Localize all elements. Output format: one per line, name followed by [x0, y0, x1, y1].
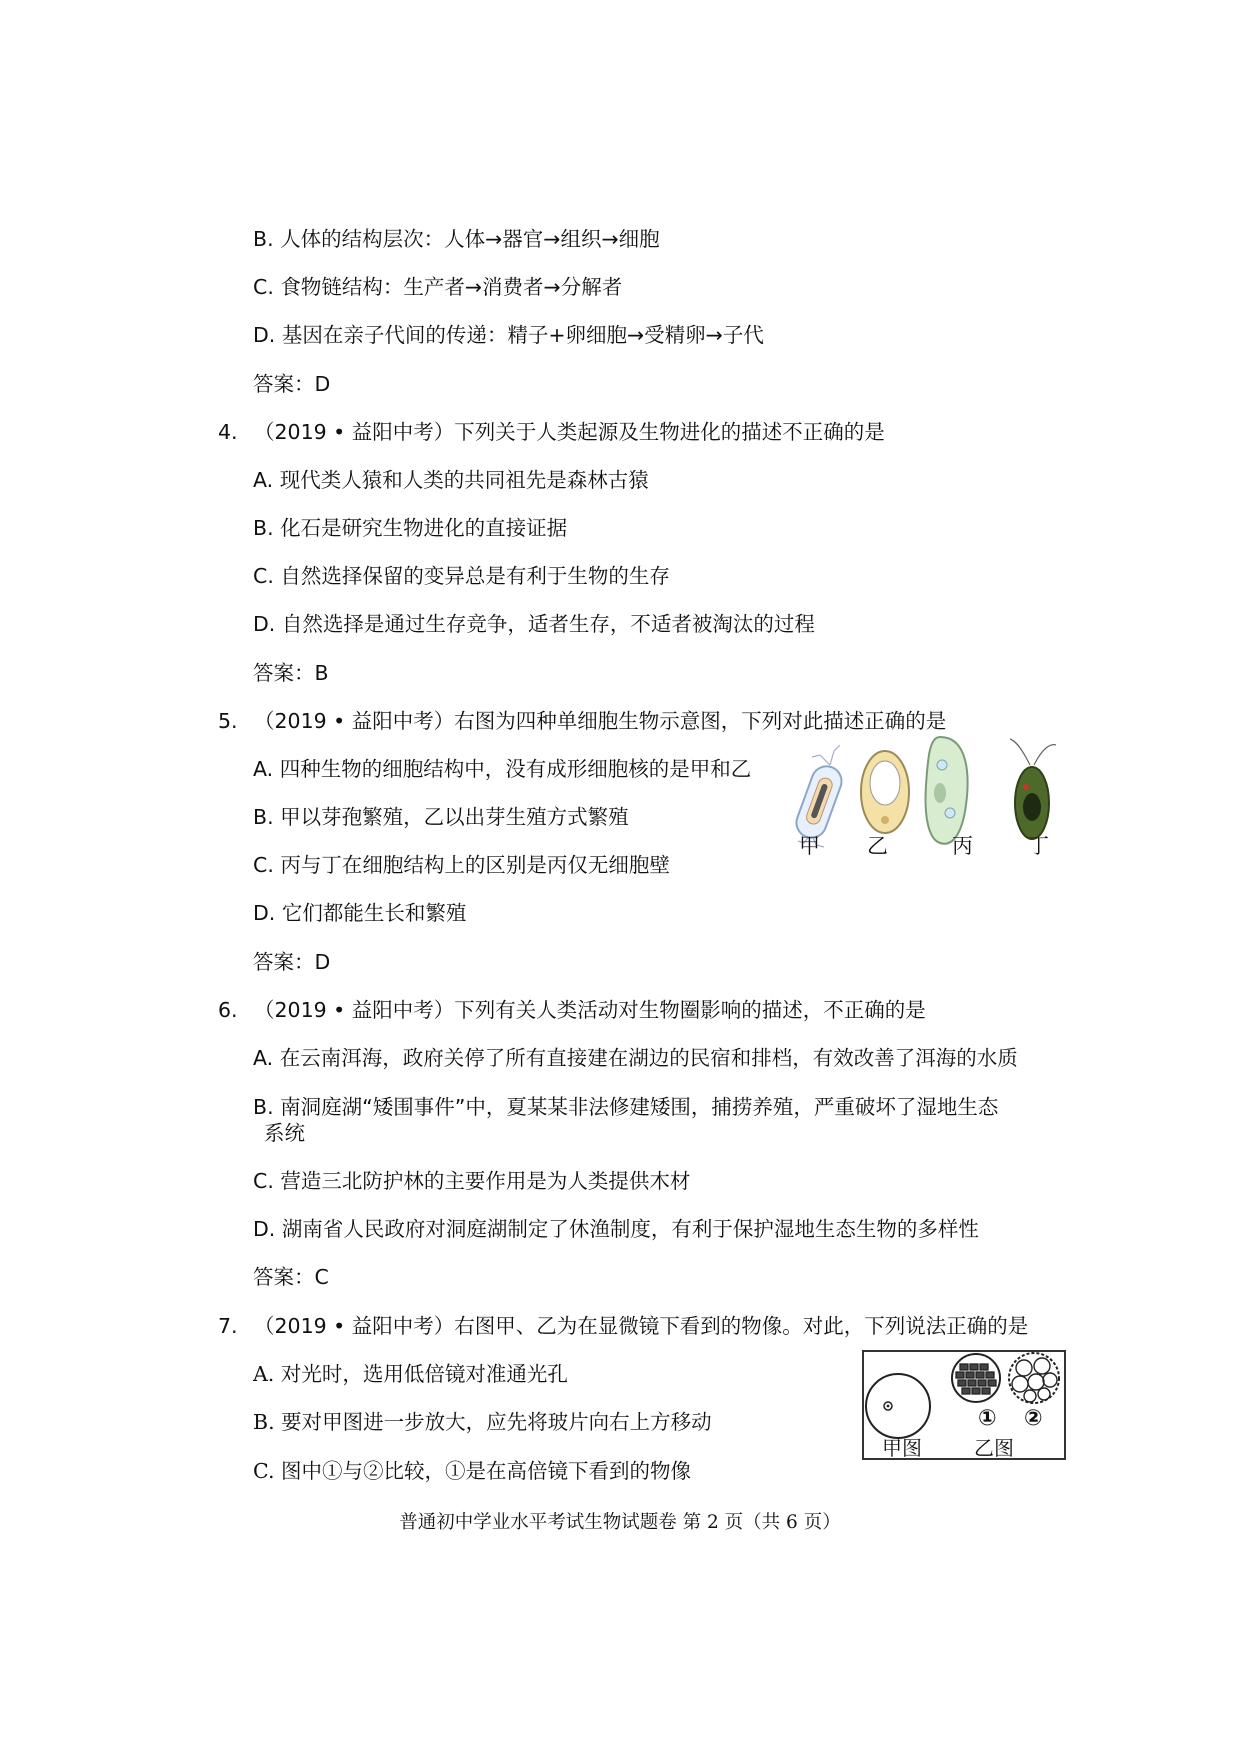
q7-number: 7.: [218, 1314, 238, 1338]
cell-yi-drawing: [861, 751, 909, 833]
q4-option-a: A. 现代类人猿和人类的共同祖先是森林古猿: [253, 468, 649, 492]
q6-option-b: B. 南洞庭湖“矮围事件”中，夏某某非法修建矮围，捕捞养殖，严重破坏了湿地生态: [253, 1095, 999, 1119]
micro-label-jia: 甲图: [882, 1436, 922, 1460]
q6-option-c: C. 营造三北防护林的主要作用是为人类提供木材: [253, 1169, 691, 1193]
q4-number: 4.: [218, 420, 238, 444]
q4-option-d: D. 自然选择是通过生存竞争，适者生存，不适者被淘汰的过程: [253, 612, 815, 636]
q7-stem: [218, 1313, 1028, 1339]
cell-label-bing: 丙: [952, 834, 973, 858]
cell-label-yi: 乙: [867, 834, 888, 858]
q5-option-d: D. 它们都能生长和繁殖: [253, 901, 467, 925]
q7-option-b: B. 要对甲图进一步放大，应先将玻片向右上方移动: [253, 1410, 712, 1434]
q7-option-c: C. 图中①与②比较，①是在高倍镜下看到的物像: [253, 1459, 691, 1483]
q5-option-c: C. 丙与丁在细胞结构上的区别是丙仅无细胞壁: [253, 853, 670, 877]
q5-text: （2019 • 益阳中考）右图为四种单细胞生物示意图，下列对此描述正确的是: [254, 709, 947, 733]
q5-option-a: A. 四种生物的细胞结构中，没有成形细胞核的是甲和乙: [253, 757, 752, 781]
q6-option-d: D. 湖南省人民政府对洞庭湖制定了休渔制度，有利于保护湿地生态生物的多样性: [253, 1217, 979, 1241]
page-footer: 普通初中学业水平考试生物试题卷 第 2 页（共 6 页）: [399, 1512, 841, 1533]
q4-stem: [218, 419, 885, 445]
micro-label-two: ②: [1024, 1406, 1043, 1431]
cell-label-jia: 甲: [799, 834, 820, 858]
q4-option-b: B. 化石是研究生物进化的直接证据: [253, 516, 568, 540]
micro-label-yi: 乙图: [974, 1436, 1014, 1460]
view-two-circle: [1009, 1353, 1059, 1403]
q6-option-b-continued: 系统: [264, 1121, 305, 1145]
q6-option-a: A. 在云南洱海，政府关停了所有直接建在湖边的民宿和排档，有效改善了洱海的水质: [253, 1046, 1018, 1070]
q5-number: 5.: [218, 709, 238, 733]
micro-label-one: ①: [978, 1406, 997, 1431]
q6-stem: [218, 997, 926, 1023]
cell-ding-drawing: [1010, 739, 1056, 839]
q3-option-c: C. 食物链结构：生产者→消费者→分解者: [253, 275, 623, 299]
jia-view-circle: [866, 1374, 930, 1438]
q6-answer: 答案：C: [253, 1265, 329, 1289]
q5-option-b: B. 甲以芽孢繁殖，乙以出芽生殖方式繁殖: [253, 805, 629, 829]
q3-answer: 答案：D: [253, 372, 331, 396]
q6-text: （2019 • 益阳中考）下列有关人类活动对生物圈影响的描述，不正确的是: [254, 998, 926, 1022]
cell-label-ding: 丁: [1028, 834, 1049, 858]
q5-answer: 答案：D: [253, 950, 331, 974]
q4-option-c: C. 自然选择保留的变异总是有利于生物的生存: [253, 564, 670, 588]
q4-answer: 答案：B: [253, 661, 329, 685]
q4-text: （2019 • 益阳中考）下列关于人类起源及生物进化的描述不正确的是: [254, 420, 885, 444]
q3-option-b: B. 人体的结构层次：人体→器官→组织→细胞: [253, 227, 660, 251]
q5-stem: [218, 708, 946, 734]
cell-bing-drawing: [926, 737, 968, 844]
q3-option-d: D. 基因在亲子代间的传递：精子+卵细胞→受精卵→子代: [253, 323, 764, 347]
q7-option-a: A. 对光时，选用低倍镜对准通光孔: [253, 1362, 568, 1386]
q7-text: （2019 • 益阳中考）右图甲、乙为在显微镜下看到的物像。对此，下列说法正确的是: [254, 1314, 1029, 1338]
q6-number: 6.: [218, 998, 238, 1022]
